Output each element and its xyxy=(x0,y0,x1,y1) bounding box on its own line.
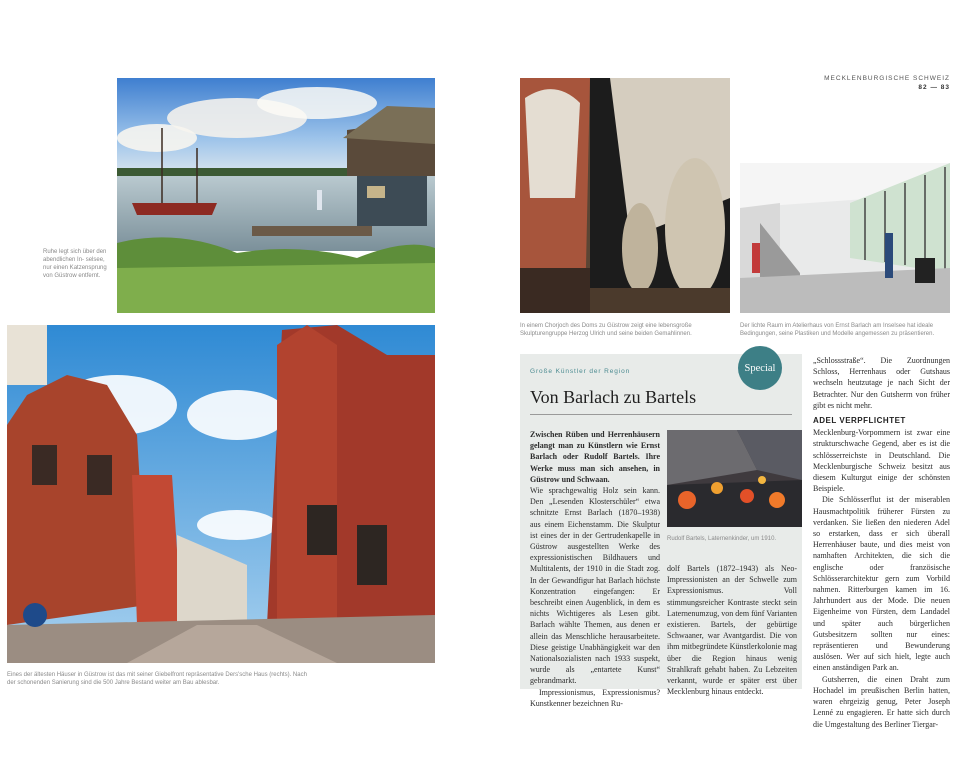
article-paragraph: Die Schlösserflut ist der miserablen Hausmachtpolitik früherer Fürsten zu verdanken. Sie ließen den niederen Adel so erstarken, dass er sich überall Herrenhäuser baute, und dies meist von namhaften Architekten, die sich die englische oder französische Schlösserarchitektur gern zum Vorbild nahmen. Ritterburgen kamen im 16. Jahrhundert aus der Mode. Die neuen Eigenheime von Fürsten, dem Landadel und später auch bürgerlichen Gutsbesitzern sollten nur eines: repräsentieren und Bewunderung auslösen. Wer auf sich hielt, legte auch einen anständigen Park an. xyxy=(813,495,950,673)
running-head xyxy=(824,74,950,92)
lake-caption: Ruhe legt sich über den abendlichen In- selsee, nur einen Katzensprung von Güstrow entfernt. xyxy=(43,249,107,279)
article-paragraph: Gutsherren, die einen Draht zum Hochadel im preußischen Berlin hatten, waren ehrgeizig genug, Peter Joseph Lenné zu engagieren. Er hatte sich durch die Umgestaltung des Berliner Tiergar- xyxy=(813,674,950,729)
special-badge-label: Special xyxy=(744,362,776,374)
atelier-photo xyxy=(740,163,950,313)
page-numbers: 82 — 83 xyxy=(918,84,950,91)
cathedral-caption: In einem Chorjoch des Doms zu Güstrow zeigt eine lebensgroße Skulpturengruppe Herzog Ulrich und seine beiden Gemahlinnen. xyxy=(520,323,692,337)
lake-photo xyxy=(117,78,435,313)
title-rule xyxy=(530,414,792,415)
section-subhead: ADEL VERPFLICHTET xyxy=(813,416,906,426)
article-column-1 xyxy=(530,429,660,709)
article-paragraph: Wie sprachgewaltig Holz sein kann. Den „Lesenden Klosterschüler“ etwa schnitzte Ernst Barlach (1870–1938) aus einem Eichenstamm. Die Skulptur ist eines der in der Gertrudenkapelle in Güstrow ausgestellten Werke des expressionistischen Bildhauers und Multitalents, der 1910 in die Stadt zog. In der Gewandfigur hat Barlach höchste Konzentration eingefangen: Er beschreibt einen Augenblick, in dem es nichts Wichtigeres als Lesen gibt. Barlach wählte Themen, aus denen er allein das Menschliche herausarbeitete. Diese geistige Unabhängigkeit war den Nationalsozialisten nach 1933 suspekt, wurde als „entartete Kunst“ gebrandmarkt. xyxy=(530,486,660,686)
article-paragraph: „Schlossstraße“. Die Zuordnungen Schloss, Herrenhaus oder Gutshaus wechseln heutzutage je nach Sicht der Betrachter. Nur den Gutsherrn von früher gibt es nicht mehr. xyxy=(813,356,950,410)
article-column-2 xyxy=(667,563,797,697)
lanterns-painting xyxy=(667,430,802,527)
article-paragraph: dolf Bartels (1872–1943) als Neo-Impressionisten an der Schwelle zum Expressionismus. Voll stimmungsreicher Kontraste steckt sein Laternenumzug, von dem fünf Varianten existieren. Bartels, der gebürtige Schwaaner, war Avantgardist. Die von ihm mitbegründete Künstlerkolonie mag über die Region hinaus wenig Strahlkraft gehabt haben. Zu Lebzeiten verkannt, wurde er später erst über Mecklenburg hinaus entdeckt. xyxy=(667,564,797,697)
article-title: Von Barlach zu Bartels xyxy=(530,387,697,407)
article-column-3 xyxy=(813,355,950,730)
special-badge-icon xyxy=(738,346,782,390)
article-paragraph: Mecklenburg-Vorpommern ist zwar eine strukturschwache Gegend, aber es ist die schlösserreichste in Deutschland. Die Mecklenburgische Schweiz besitzt aus diesem Kulturgut einige der schönsten Beispiele. xyxy=(813,428,950,494)
article-lead: Zwischen Rüben und Herrenhäusern gelangt man zu Künstlern wie Ernst Barlach oder Rudolf Bartels. Ihre Werke muss man sich ansehen, in Güstrow und Schwaan. xyxy=(530,430,660,484)
article-paragraph: Impressionismus, Expressionismus? Kunstkenner bezeichnen Ru- xyxy=(530,687,660,708)
special-kicker: Große Künstler der Region xyxy=(530,368,631,375)
lanterns-caption: Rudolf Bartels, Laternenkinder, um 1910. xyxy=(667,536,777,542)
cathedral-photo xyxy=(520,78,730,313)
street-caption: Eines der ältesten Häuser in Güstrow ist das mit seiner Giebelfront repräsentative Ders'sche Haus (rechts). Nach der schonenden Sanierung sind die 500 Jahre Bestand weiter am Bau ablesbar. xyxy=(7,672,307,686)
atelier-caption: Der lichte Raum im Atelierhaus von Ernst Barlach am Inselsee hat ideale Bedingungen, seine Plastiken und Modelle angemessen zu präsentieren. xyxy=(740,323,935,337)
street-photo xyxy=(7,325,435,663)
running-head-section: MECKLENBURGISCHE SCHWEIZ xyxy=(824,75,950,82)
